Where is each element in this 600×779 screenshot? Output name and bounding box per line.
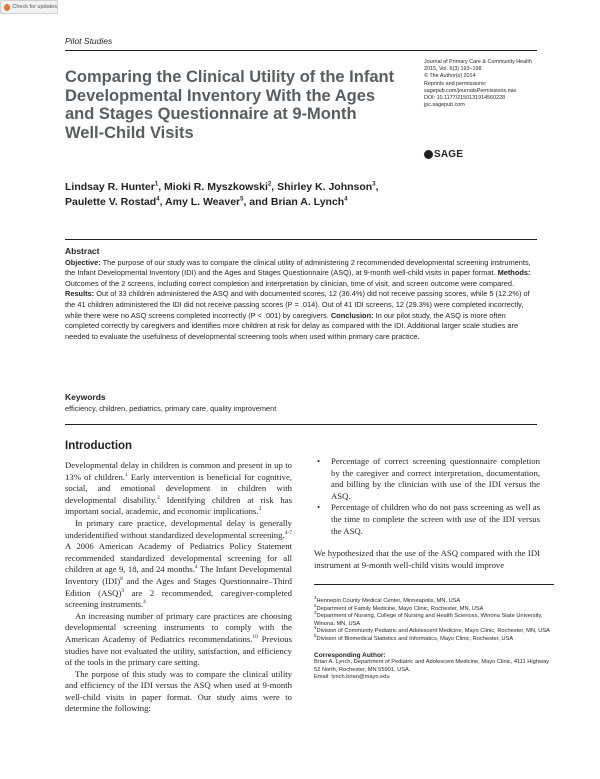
results-text: Out of 33 children administered the ASQ and with documented scores, 12 (36.4%) did not receive passing scores, while 5 (12.2%) of the 41 children administered the IDI did not receive passing scores (P = .014). Out of 41 IDI screens, 12 (29.3%) were completed incorrectly, while there were no ASQ screens completed incorrectly (P < .001) by caregivers. [65, 289, 530, 320]
affiliations-footnote [314, 584, 554, 682]
affiliation-text: Department of Nursing, College of Nursing and Health Sciences, Winona State University, Winona, MN, USA [314, 613, 543, 627]
author-separator: , [375, 181, 379, 193]
author-name[interactable]: Amy L. Weaver [165, 196, 241, 208]
abstract-body [65, 258, 537, 343]
text-run: Previous studies have not evaluated the utility, satisfaction, and efficiency of the tools in the primary care setting. [65, 633, 293, 668]
author-name[interactable]: Brian A. Lynch [270, 196, 345, 208]
author-line-1 [65, 180, 485, 195]
corresponding-author-heading: Corresponding Author: [314, 651, 386, 659]
citation[interactable]: 3 [258, 506, 262, 513]
text-run: and the Ages and Stages Questionnaire–Third Edition (ASQ) [65, 575, 292, 598]
affiliation-number: 3 [314, 610, 317, 616]
keywords-text: efficiency, children, pediatrics, primary care, quality improvement [65, 403, 277, 413]
affiliation-text: Division of Community Pediatric and Adolescent Medicine, Mayo Clinic, Rochester, MN, USA [316, 628, 550, 635]
citation[interactable]: 1 [125, 471, 128, 478]
author-affiliation: 4 [156, 196, 160, 203]
journal-info [424, 59, 554, 109]
affiliation-text: Department of Family Medicine, Mayo Clinic, Rochester, MN, USA [316, 605, 484, 612]
journal-name: Journal of Primary Care & Community Health [424, 59, 532, 65]
affiliation-number: 1 [314, 595, 317, 601]
sage-logo-icon [424, 150, 433, 159]
author-name[interactable]: Lindsay R. Hunter [65, 181, 155, 193]
author-affiliation: 2 [267, 181, 272, 188]
intro-paragraph-3 [65, 611, 292, 669]
citation[interactable]: 10 [252, 634, 258, 641]
results-label: Results: [65, 289, 95, 299]
affiliation-item [314, 610, 554, 631]
corresponding-author-email[interactable]: Email: lynch.brian@mayo.edu [314, 674, 390, 681]
author-name[interactable]: Shirley K. Johnson [277, 181, 373, 193]
author-line-2 [65, 195, 485, 210]
section-label: Pilot Studies [65, 36, 113, 46]
author-name[interactable]: Mioki R. Myszkowski [164, 181, 268, 193]
intro-paragraph-2 [65, 518, 292, 611]
affiliation-text: Division of Biomedical Statistics and Informatics, Mayo Clinic, Rochester, USA [316, 635, 514, 642]
citation[interactable]: 8 [120, 576, 123, 583]
intro-paragraph-4: The purpose of this study was to compare the clinical utility and efficiency of the IDI versus the ASQ when used at 9-month well-child visits in paper format. Our study aims were to determine the following: [65, 668, 292, 714]
crossmark-icon [4, 4, 10, 11]
corresponding-author-text: Brian A. Lynch, Department of Pediatric and Adolescent Medicine, Mayo Clinic, 4111 Highway 52 North, Rochester, MN 55901, USA. [314, 659, 550, 673]
author-affiliation: 5 [240, 196, 244, 203]
conclusion-text: In our pilot study, the ASQ is more often completed correctly by caregivers and identifies more children at risk for delay as compared with the IDI. Additional larger scale studies are needed to evaluate the usefulness of developmental screening tools when used within primary care practice. [65, 310, 519, 341]
text-run: are 2 recommended, caregiver-completed screening instruments. [65, 587, 292, 610]
citation[interactable]: 4 [143, 599, 146, 606]
methods-text: Outcomes of the 2 screens, including correct completion and interpretation by clinician, time of visit, and screen outcome were compared. [65, 278, 514, 288]
header-rule [65, 50, 537, 51]
author-affiliation: 4 [344, 196, 348, 203]
author-list [65, 180, 485, 210]
aim-bullet-2: • Percentage of children who do not pass screening as well as the time to complete the screen with use of the IDI versus the ASQ. [314, 502, 540, 537]
affiliation-number: 5 [314, 633, 317, 639]
check-for-updates-badge[interactable] [0, 0, 58, 14]
sage-logo [424, 149, 463, 160]
article-title: Comparing the Clinical Utility of the Infant Developmental Inventory With the Ages and Stages Questionnaire at 9-Month Well-Child Visits [65, 68, 395, 142]
right-column [314, 456, 540, 571]
text-run: Developmental delay in children is common and present in up to 13% of children. [65, 460, 292, 482]
author-separator: , [271, 181, 278, 193]
abstract [65, 246, 537, 342]
citation[interactable]: 4 [194, 564, 198, 571]
keywords [65, 392, 537, 414]
text-run: In primary care practice, developmental delay is generally underidentified without standardized developmental screening. [65, 517, 292, 540]
badge-label: Check for updates [12, 4, 57, 10]
left-column [65, 460, 292, 715]
abstract-heading: Abstract [65, 246, 100, 256]
affiliation-text: Hennepin County Medical Center, Minneapolis, MN, USA [316, 598, 461, 604]
text-run: A 2006 American Academy of Pediatrics Policy Statement recommended standardized developmental screening for all children at age 9, 18, and 24 months. [65, 541, 292, 575]
affiliation-item [314, 595, 554, 606]
affiliation-item [314, 633, 554, 644]
methods-label: Methods: [497, 268, 531, 278]
text-run: An increasing number of primary care practices are choosing developmental screening instruments to comply with the American Academy of Pediatrics recommendations. [65, 610, 292, 644]
journal-volume: 2015, Vol. 6(3) 193–198 [424, 66, 482, 73]
author-name[interactable]: Paulette V. Rostad [65, 196, 157, 208]
permissions-link[interactable]: sagepub.com/journalsPermissions.nav [424, 87, 517, 94]
reprints-label: Reprints and permissions: [424, 80, 487, 87]
objective-label: Objective: [65, 257, 101, 267]
affiliation-number: 2 [314, 602, 317, 608]
intro-paragraph-1 [65, 460, 292, 518]
text-run: The Infant Developmental Inventory (IDI) [65, 564, 292, 586]
doi[interactable]: DOI: 10.1177/2150131914560228 [424, 95, 506, 102]
keywords-bottom-rule [65, 424, 537, 425]
conclusion-label: Conclusion: [330, 310, 374, 320]
text-run: Early intervention is beneficial for cognitive, social, and emotional development in children with developmental disability. [65, 471, 292, 505]
affiliation-number: 4 [314, 625, 317, 631]
author-separator: , and [243, 196, 271, 208]
hypothesis-paragraph: We hypothesized that the use of the ASQ compared with the IDI instrument at 9-month well-child visits would improve [314, 548, 540, 570]
citation[interactable]: 4-7 [284, 529, 292, 536]
author-affiliation: 1 [154, 181, 159, 188]
objective-text: The purpose of our study was to compare the clinical utility of administering 2 recommended developmental screening instruments, the Infant Developmental Inventory (IDI) and the Ages and Stages Questionnaire (ASQ), at 9-month well-child visits in paper format. [65, 257, 531, 278]
introduction-heading: Introduction [65, 440, 133, 452]
publisher-name: SAGE [434, 149, 464, 160]
text-run: Identifying children at risk has important social, academic, and economic implications. [65, 494, 292, 517]
copyright: © The Author(s) 2014 [424, 73, 476, 80]
citation[interactable]: 2 [156, 494, 160, 501]
author-separator: , [158, 181, 165, 193]
author-affiliation: 3 [372, 181, 376, 188]
keywords-heading: Keywords [65, 392, 106, 402]
author-separator: , [159, 196, 166, 208]
journal-url[interactable]: jpc.sagepub.com [424, 102, 465, 109]
aim-bullet-1: • Percentage of correct screening questionnaire completion by the caregiver and correct interpretation, documentation, and billing by the clinician with use of the IDI versus the ASQ. [314, 456, 540, 502]
citation[interactable]: 9 [121, 587, 125, 594]
abstract-top-rule [65, 239, 537, 240]
